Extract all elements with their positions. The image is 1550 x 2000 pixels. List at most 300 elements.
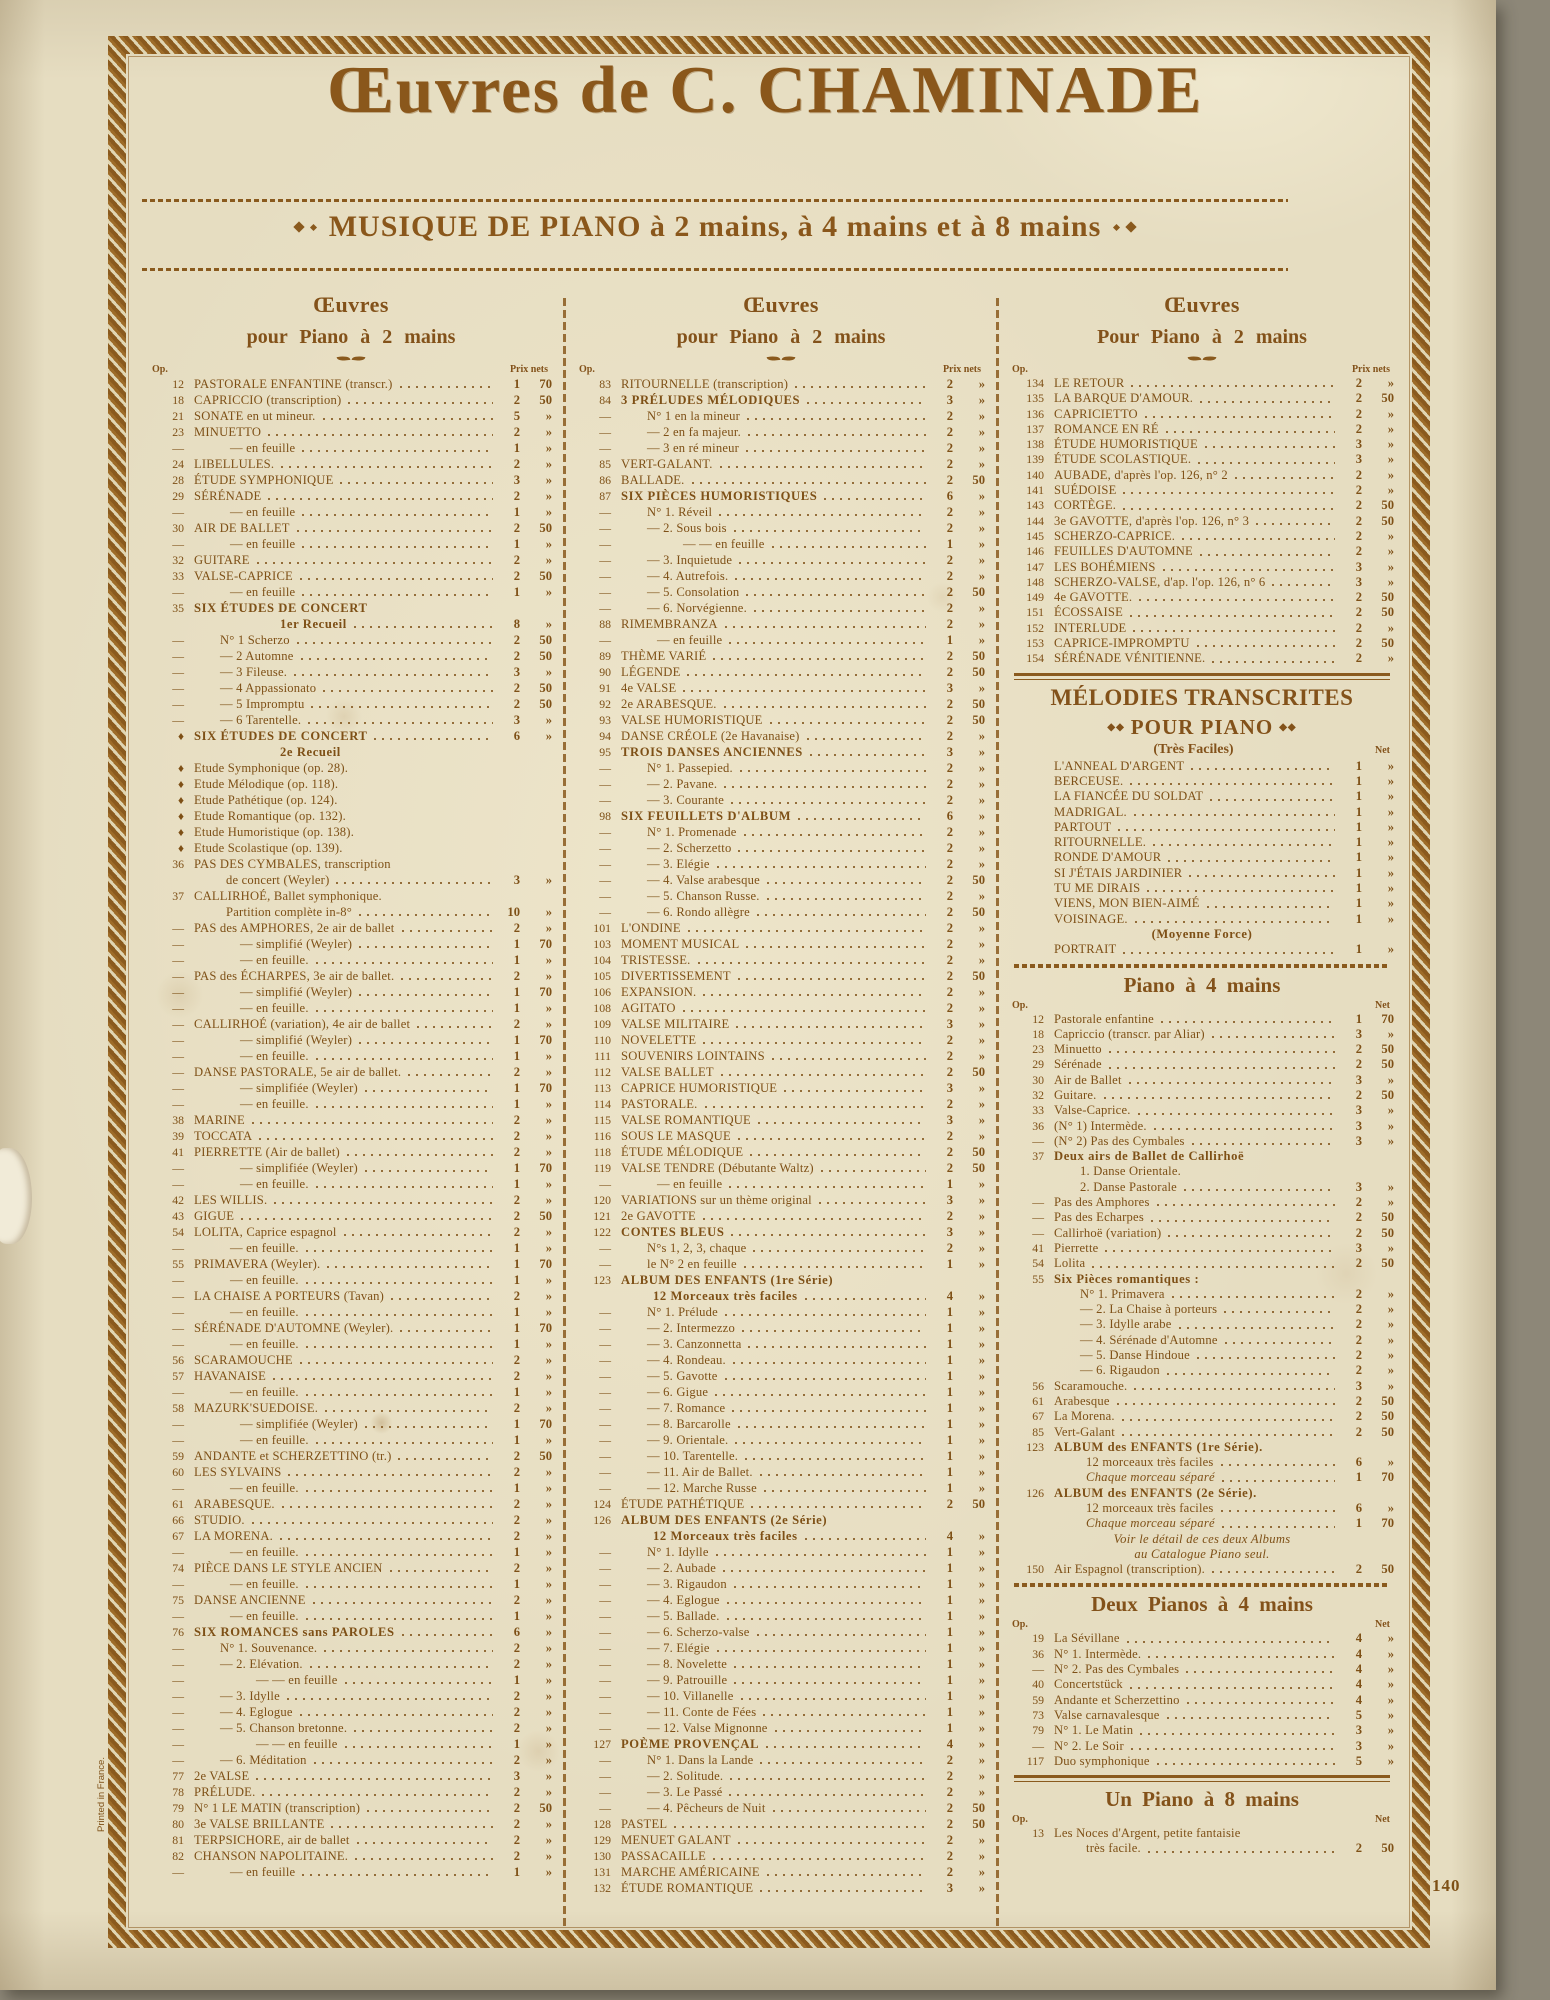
price-francs: 6	[946, 809, 953, 823]
dot-leader	[1167, 1373, 1335, 1375]
price	[931, 1304, 985, 1320]
dot-leader	[1148, 1656, 1335, 1658]
catalog-row	[1010, 1739, 1394, 1754]
price-cents: »	[978, 1193, 985, 1207]
catalog-row	[577, 456, 985, 472]
work-title: RIMEMBRANZA	[621, 617, 718, 631]
price-cents: »	[545, 713, 552, 727]
opus-number: ♦	[177, 825, 184, 839]
price	[931, 1688, 985, 1704]
price-cents: 50	[972, 1161, 985, 1175]
work-title: Etude Romantique (op. 132).	[194, 809, 346, 823]
price	[498, 1784, 552, 1800]
price-francs: 2	[946, 1209, 953, 1223]
price	[931, 1848, 985, 1864]
price-francs: 1	[513, 1081, 520, 1095]
dot-leader	[391, 1298, 493, 1300]
opus-number: 85	[599, 457, 611, 471]
title-rule	[142, 199, 1288, 202]
work-title: MAZURK'SUEDOISE.	[194, 1401, 319, 1415]
price-francs: 2	[946, 969, 953, 983]
opus-number: 41	[172, 1145, 184, 1159]
catalog-row	[1010, 1425, 1394, 1440]
work-title: — en feuille.	[240, 1001, 309, 1015]
price-cents: 70	[539, 1321, 552, 1335]
price-cents: »	[1387, 544, 1394, 559]
catalog-row	[1010, 1470, 1394, 1485]
price-cents: »	[545, 1753, 552, 1767]
price	[1340, 1455, 1394, 1470]
price-francs: 4	[1355, 1692, 1362, 1707]
dot-leader	[1179, 1327, 1335, 1329]
catalog-row	[577, 920, 985, 936]
catalog-row	[1010, 376, 1394, 391]
work-title: PORTRAIT	[1054, 942, 1117, 957]
opus-number: 106	[593, 985, 611, 999]
price-cents: »	[545, 1305, 552, 1319]
catalog-row	[1010, 1693, 1394, 1708]
dot-leader	[1130, 783, 1335, 785]
price-cents: »	[978, 1721, 985, 1735]
work-title: — en feuille	[657, 633, 723, 647]
price-francs: 1	[513, 1257, 520, 1271]
catalog-row	[1010, 514, 1394, 529]
work-title: THÈME VARIÉ	[621, 649, 707, 663]
opus-number: 98	[599, 809, 611, 823]
price-cents: »	[978, 1705, 985, 1719]
catalog-row	[577, 408, 985, 424]
price-cents: »	[978, 809, 985, 823]
price-francs: 1	[946, 1721, 953, 1735]
work-title: — 8. Novelette	[647, 1657, 728, 1671]
price	[931, 920, 985, 936]
opus-number: 89	[599, 649, 611, 663]
work-title: très facile.	[1086, 1841, 1141, 1856]
price	[498, 472, 552, 488]
price-cents: »	[978, 1449, 985, 1463]
price-francs: 1	[513, 1673, 520, 1687]
price-francs: 1	[513, 1577, 520, 1591]
price-francs: 3	[946, 1081, 953, 1095]
price	[498, 616, 552, 632]
opus-number: —	[599, 425, 611, 439]
price-cents: »	[1387, 1133, 1394, 1148]
price-francs: 2	[1355, 1210, 1362, 1225]
price	[498, 1720, 552, 1736]
price	[931, 888, 985, 904]
dot-leader	[1221, 1464, 1335, 1466]
work-title: PASSACAILLE	[621, 1849, 707, 1863]
price-cents: 50	[972, 969, 985, 983]
dot-leader	[1151, 1220, 1335, 1222]
dot-leader	[724, 706, 926, 708]
dot-leader	[1189, 875, 1335, 877]
price	[1340, 514, 1394, 529]
price	[498, 392, 552, 408]
price-cents: »	[978, 1433, 985, 1447]
opus-number: 104	[593, 953, 611, 967]
catalog-row	[1010, 636, 1394, 651]
opus-number: —	[599, 441, 611, 455]
price	[931, 1800, 985, 1816]
catalog-row	[1010, 789, 1394, 804]
opus-number: —	[172, 1161, 184, 1175]
price	[498, 1304, 552, 1320]
dot-leader	[1221, 1510, 1335, 1512]
catalog-row	[577, 680, 985, 696]
dot-leader	[257, 562, 493, 564]
price-cents: »	[978, 1625, 985, 1639]
catalog-row	[150, 968, 552, 984]
catalog-row	[577, 1816, 985, 1832]
price	[498, 1128, 552, 1144]
opus-number: 112	[593, 1065, 611, 1079]
catalog-row	[1010, 544, 1394, 559]
catalog-row	[150, 1048, 552, 1064]
catalog-row	[1010, 422, 1394, 437]
price-cents: »	[545, 1625, 552, 1639]
dot-leader	[748, 434, 926, 436]
price	[1340, 1134, 1394, 1149]
price-cents: »	[978, 617, 985, 631]
price	[931, 824, 985, 840]
catalog-row	[1010, 835, 1394, 850]
catalog-row	[1010, 590, 1394, 605]
opus-number: —	[599, 601, 611, 615]
price	[498, 936, 552, 952]
price-francs: 2	[946, 1817, 953, 1831]
price	[498, 1736, 552, 1752]
opus-number: —	[172, 1545, 184, 1559]
dot-leader	[347, 1154, 493, 1156]
opus-number: —	[172, 537, 184, 551]
price-francs: 8	[513, 617, 520, 631]
price	[931, 1656, 985, 1672]
dot-leader	[1140, 1733, 1335, 1735]
work-title: RITOURNELLE (transcription)	[621, 377, 789, 391]
dot-leader	[1138, 1113, 1335, 1115]
work-title: SIX ROMANCES sans PAROLES	[194, 1625, 395, 1639]
price-francs: 4	[946, 1289, 953, 1303]
work-title: ÉTUDE PATHÉTIQUE	[621, 1497, 745, 1511]
price-cents: »	[545, 1689, 552, 1703]
dot-leader	[300, 578, 493, 580]
opus-number: —	[599, 1577, 611, 1591]
price-cents: »	[545, 1849, 552, 1863]
price-francs: 4	[1355, 1631, 1362, 1646]
dot-leader	[750, 1154, 926, 1156]
price-cents: 50	[972, 713, 985, 727]
catalog-row	[1010, 1272, 1394, 1287]
opus-number: —	[172, 1097, 184, 1111]
catalog-row	[1010, 560, 1394, 575]
work-title: NOVELETTE	[621, 1033, 697, 1047]
work-title: Duo symphonique	[1054, 1753, 1150, 1768]
opus-number: —	[172, 1721, 184, 1735]
price-cents: »	[978, 1225, 985, 1239]
price	[931, 1816, 985, 1832]
opus-number: 67	[172, 1529, 184, 1543]
catalog-row	[577, 808, 985, 824]
work-title: — 9. Patrouille	[647, 1673, 728, 1687]
catalog-row	[577, 1112, 985, 1128]
price-cents: »	[978, 1209, 985, 1223]
price	[1340, 881, 1394, 896]
price	[498, 1560, 552, 1576]
work-title: LA CHAISE A PORTEURS (Tavan)	[194, 1289, 385, 1303]
price	[498, 1624, 552, 1640]
price	[498, 1704, 552, 1720]
work-title: — en feuille.	[240, 1433, 309, 1447]
catalog-row	[577, 1528, 985, 1544]
price-francs: 2	[1355, 467, 1362, 482]
opus-number: 91	[599, 681, 611, 695]
dot-leader	[306, 1282, 493, 1284]
price	[1340, 1210, 1394, 1225]
work-title: N° 1. Primavera	[1080, 1286, 1165, 1301]
opus-number: —	[599, 569, 611, 583]
price-francs: 1	[513, 1161, 520, 1175]
price	[1340, 1708, 1394, 1723]
price-cents: 50	[1381, 391, 1394, 406]
catalog-row	[1010, 1027, 1394, 1042]
dot-leader	[725, 1378, 926, 1380]
price	[931, 776, 985, 792]
work-title: N° 1. Prélude	[647, 1305, 718, 1319]
price	[498, 1528, 552, 1544]
price-francs: 2	[946, 841, 953, 855]
opus-number: —	[599, 1177, 611, 1191]
price	[931, 872, 985, 888]
work-title: — 2 en fa majeur.	[647, 425, 741, 439]
opus-number: 114	[593, 1097, 611, 1111]
dot-leader	[1198, 462, 1335, 464]
opus-number: 84	[599, 393, 611, 407]
dot-leader	[1129, 1082, 1335, 1084]
price-francs: 2	[1355, 1562, 1362, 1577]
work-title: CAPRICE HUMORISTIQUE	[621, 1081, 778, 1095]
price	[1340, 498, 1394, 513]
price-francs: 2	[946, 457, 953, 471]
work-title: — 5. Chanson Russe.	[647, 889, 760, 903]
work-title: PIÈCE DANS LE STYLE ANCIEN	[194, 1561, 383, 1575]
price-cents: »	[545, 1001, 552, 1015]
work-title: AIR DE BALLET	[194, 521, 290, 535]
catalog-row	[577, 392, 985, 408]
opus-number: 28	[172, 473, 184, 487]
catalog-row	[577, 1832, 985, 1848]
work-title: — 4. Sérénade d'Automne	[1080, 1332, 1218, 1347]
catalog-row	[1010, 1562, 1394, 1577]
price-cents: »	[1387, 1677, 1394, 1692]
price-cents: 70	[539, 937, 552, 951]
work-title: N° 1. Réveil	[647, 505, 713, 519]
opus-number: —	[599, 1801, 611, 1815]
price	[931, 424, 985, 440]
work-title: — 3. Courante	[647, 793, 725, 807]
catalog-row	[150, 1256, 552, 1272]
price-francs: 2	[513, 1689, 520, 1703]
price	[931, 1704, 985, 1720]
price-francs: 2	[946, 1129, 953, 1143]
price-francs: 2	[513, 969, 520, 983]
price-cents: »	[1387, 483, 1394, 498]
catalog-row	[150, 1032, 552, 1048]
price	[498, 1464, 552, 1480]
opus-number: 137	[1026, 421, 1044, 436]
price-cents: »	[978, 1785, 985, 1799]
dot-leader	[340, 482, 493, 484]
work-title: LES SYLVAINS	[194, 1465, 282, 1479]
price-cents: 50	[1381, 1210, 1394, 1225]
price	[1340, 835, 1394, 850]
section-divider	[1014, 964, 1390, 968]
dot-leader	[1163, 569, 1335, 571]
price-cents: »	[1387, 1707, 1394, 1722]
work-title: N° 1. Dans la Lande	[647, 1753, 754, 1767]
price-cents: »	[978, 1241, 985, 1255]
opus-number: —	[599, 1545, 611, 1559]
work-title: SÉRÉNADE	[194, 489, 262, 503]
opus-number: —	[172, 937, 184, 951]
price	[498, 1384, 552, 1400]
price-francs: 1	[946, 1705, 953, 1719]
catalog-row	[577, 1256, 985, 1272]
dot-leader	[1135, 921, 1335, 923]
price-francs: 3	[1355, 1072, 1362, 1087]
dot-leader	[297, 642, 493, 644]
dot-leader	[345, 1746, 494, 1748]
work-title: 4e GAVOTTE.	[1054, 590, 1133, 605]
dot-leader	[674, 1826, 926, 1828]
dot-leader	[331, 1826, 493, 1828]
catalog-row	[150, 408, 552, 424]
catalog-row	[150, 920, 552, 936]
catalog-row	[577, 1768, 985, 1784]
dot-leader	[402, 930, 494, 932]
work-title: ROMANCE EN RÉ	[1054, 421, 1159, 436]
price-cents: »	[545, 1577, 552, 1591]
price-cents: »	[978, 377, 985, 391]
price-francs: 2	[513, 1449, 520, 1463]
opus-number: —	[172, 1673, 184, 1687]
opus-number: —	[172, 713, 184, 727]
price-francs: 6	[513, 729, 520, 743]
opus-number: 148	[1026, 574, 1044, 589]
catalog-row	[150, 1272, 552, 1288]
price-francs: 2	[946, 585, 953, 599]
price-cents: »	[545, 1289, 552, 1303]
price	[1340, 820, 1394, 835]
price	[1340, 896, 1394, 911]
opus-number: 111	[594, 1049, 611, 1063]
catalog-row	[150, 984, 552, 1000]
price-francs: 2	[513, 1833, 520, 1847]
price-francs: 2	[513, 1497, 520, 1511]
price-francs: 2	[1355, 1424, 1362, 1439]
price-cents: 50	[539, 393, 552, 407]
price-francs: 2	[946, 713, 953, 727]
work-title: — 3. Rigaudon	[647, 1577, 727, 1591]
work-title: Etude Scolastique (op. 139).	[194, 841, 343, 855]
opus-number: ♦	[177, 729, 184, 743]
price-cents: »	[1387, 758, 1394, 773]
dot-leader	[359, 994, 493, 996]
catalog-row	[150, 696, 552, 712]
price	[1340, 1516, 1394, 1531]
page-title: Œuvres de C. CHAMINADE	[326, 53, 1204, 127]
catalog-row	[1010, 1440, 1394, 1455]
price-francs: 2	[513, 1193, 520, 1207]
work-title: — 6. Rigaudon	[1080, 1363, 1160, 1378]
price	[1340, 789, 1394, 804]
price	[1340, 529, 1394, 544]
price	[1340, 1226, 1394, 1241]
price-francs: 2	[513, 1209, 520, 1223]
price-francs: 1	[513, 1481, 520, 1495]
price-cents: »	[545, 1769, 552, 1783]
dot-leader	[1123, 508, 1335, 510]
dot-leader	[1109, 1067, 1335, 1069]
work-title: — 6 Tarentelle.	[220, 713, 302, 727]
opus-number: 29	[172, 489, 184, 503]
dot-leader	[738, 1138, 926, 1140]
catalog-row	[150, 1656, 552, 1672]
work-title: Callirhoë (variation)	[1054, 1225, 1162, 1240]
dot-leader	[766, 1746, 926, 1748]
dot-leader	[1123, 952, 1335, 954]
opus-number: 93	[599, 713, 611, 727]
work-title: SI J'ÉTAIS JARDINIER	[1054, 865, 1183, 880]
dot-leader	[1131, 385, 1335, 387]
work-title: — en feuille.	[240, 1049, 309, 1063]
price-cents: 50	[1381, 605, 1394, 620]
catalog-row	[150, 1752, 552, 1768]
price-francs: 2	[513, 1721, 520, 1735]
catalog-row	[150, 1416, 552, 1432]
work-title: — 2 Automne	[220, 649, 294, 663]
catalog-row	[577, 1272, 985, 1288]
catalog-row	[150, 888, 552, 904]
work-title: SÉRÉNADE VÉNITIENNE.	[1054, 651, 1206, 666]
opus-number: —	[599, 1353, 611, 1367]
catalog-row	[577, 1080, 985, 1096]
fleuron-icon	[1113, 224, 1120, 231]
price-cents: »	[1387, 1378, 1394, 1393]
catalog-row	[1010, 1333, 1394, 1348]
price-cents: »	[545, 1561, 552, 1575]
work-title: Vert-Galant	[1054, 1424, 1115, 1439]
price	[931, 456, 985, 472]
opus-number: 57	[172, 1369, 184, 1383]
price	[931, 1048, 985, 1064]
price	[1340, 1180, 1394, 1195]
price-francs: 6	[946, 489, 953, 503]
price	[931, 584, 985, 600]
catalog-row	[150, 616, 552, 632]
catalog-row	[577, 376, 985, 392]
catalog-row	[150, 648, 552, 664]
section-heading	[1010, 685, 1394, 740]
price	[931, 792, 985, 808]
opus-number: —	[172, 1033, 184, 1047]
dot-leader	[727, 1602, 926, 1604]
price-cents: »	[545, 1513, 552, 1527]
work-title: N° 2. Le Soir	[1054, 1738, 1124, 1753]
opus-number: 18	[172, 393, 184, 407]
dot-leader	[274, 1202, 493, 1204]
price-francs: 2	[513, 1529, 520, 1543]
